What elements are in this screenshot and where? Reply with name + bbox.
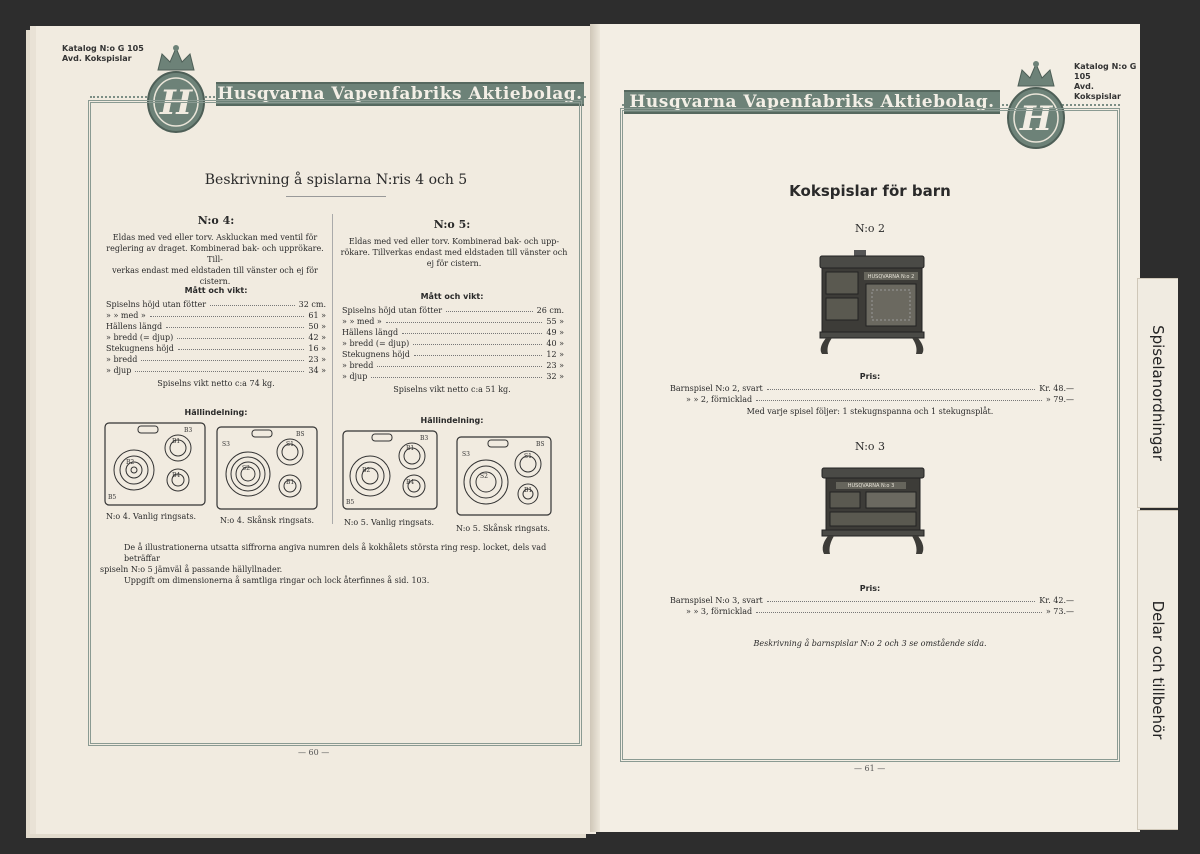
stove2-price-title: Pris: [859, 372, 881, 381]
no4-weight: Spiselns vikt netto c:a 74 kg. [157, 379, 275, 388]
no5-row: » djup 32 » [342, 372, 564, 381]
no5-row: » » med » 55 » [342, 317, 564, 326]
no4-row: » » med » 61 » [106, 311, 326, 320]
page-number: — 61 — [854, 764, 886, 773]
svg-text:B3: B3 [184, 427, 193, 434]
diagram-caption: N:o 5. Vanlig ringsats. [344, 518, 435, 527]
no5-row: Spiselns höjd utan fötter 26 cm. [342, 306, 564, 315]
svg-text:B3: B3 [420, 435, 429, 442]
no5-row: » bredd (= djup) 40 » [342, 339, 564, 348]
no5-weight: Spiselns vikt netto c:a 51 kg. [393, 385, 511, 394]
stove2-note: Med varje spisel följer: 1 stekugnspanna och 1 stekugnsplåt. [746, 407, 994, 416]
hob-diagram [216, 426, 318, 510]
no5-description: Eldas med ved eller torv. Kombinerad bak- och upp- rökare. Tillverkas endast med eldstaden till vänster och ej för cistern. [340, 237, 568, 268]
hob-diagram [342, 430, 438, 510]
svg-text:H: H [1019, 99, 1053, 139]
svg-text:HUSQVARNA N:o 2: HUSQVARNA N:o 2 [867, 274, 915, 280]
no4-row: » bredd 23 » [106, 355, 326, 364]
catalog-label: Katalog N:o G 105 Avd. Kokspislar [62, 44, 144, 63]
svg-text:BS: BS [536, 441, 545, 448]
left-page [36, 26, 596, 834]
hall-title-4: Hällindelning: [184, 408, 248, 417]
no4-measure-title: Mått och vikt: [184, 286, 248, 295]
footnote: De å illustrationerna utsatta siffrorna angiva numren dels å kokhålets största ring resp. locket, dels vad beträffar spiseln N:o 5 jämväl å passande hällyllnader. Uppgift om dimensionerna å samtliga ringar och lock återfinnes å sid. 103. [100, 543, 547, 585]
diagram-caption: N:o 5. Skånsk ringsats. [456, 524, 551, 533]
svg-text:S1: S1 [524, 453, 532, 460]
svg-text:B5: B5 [346, 499, 355, 506]
page-title: Kokspislar för barn [789, 182, 951, 200]
tab-spiselanordningar[interactable]: Spiselanordningar [1137, 278, 1178, 508]
no5-row: Hällens längd 49 » [342, 328, 564, 337]
company-banner: Husqvarna Vapenfabriks Aktiebolag. [217, 84, 583, 104]
page-frame [620, 108, 1120, 762]
svg-text:S3: S3 [222, 441, 230, 448]
diagram-caption: N:o 4. Skånsk ringsats. [220, 516, 315, 525]
svg-text:HUSQVARNA N:o 3: HUSQVARNA N:o 3 [847, 483, 895, 489]
svg-text:H: H [159, 83, 193, 123]
no5-row: Stekugnens höjd 12 » [342, 350, 564, 359]
price-row: » » 3, förnicklad » 73.— [686, 607, 1074, 616]
svg-text:B4: B4 [172, 472, 181, 479]
price-row: Barnspisel N:o 2, svart Kr. 48.— [670, 384, 1074, 393]
svg-text:S2: S2 [480, 473, 488, 480]
hob-diagram [104, 422, 206, 506]
no4-description: Eldas med ved eller torv. Askluckan med ventil för reglering av draget. Kombinerad bak- och upprökare. Till- verkas endast med eldstaden till vänster och ej för cistern. [106, 233, 324, 286]
company-banner: Husqvarna Vapenfabriks Aktiebolag. [624, 90, 1000, 114]
svg-text:B2: B2 [362, 467, 371, 474]
footer-note: Beskrivning å barnspislar N:o 2 och 3 se omstående sida. [753, 639, 987, 648]
stove-illustration [812, 246, 932, 356]
no5-heading: N:o 5: [433, 218, 471, 231]
svg-text:B1: B1 [524, 487, 533, 494]
page-number: — 60 — [298, 748, 330, 757]
svg-text:S2: S2 [242, 465, 250, 472]
no4-row: Hällens längd 50 » [106, 322, 326, 331]
catalog-label: Katalog N:o G 105 Avd. Kokspislar [1074, 62, 1137, 101]
svg-text:B5: B5 [108, 494, 117, 501]
stove3-heading: N:o 3 [854, 440, 886, 453]
no4-row: » bredd (= djup) 42 » [106, 333, 326, 342]
stove2-heading: N:o 2 [854, 222, 886, 235]
svg-text:BS: BS [296, 431, 305, 438]
right-page [600, 24, 1140, 832]
svg-text:B2: B2 [126, 459, 135, 466]
no4-row: Spiselns höjd utan fötter 32 cm. [106, 300, 326, 309]
no4-row: » djup 34 » [106, 366, 326, 375]
diagram-caption: N:o 4. Vanlig ringsats. [106, 512, 197, 521]
hall-title-5: Hällindelning: [420, 416, 484, 425]
svg-text:B1: B1 [286, 479, 295, 486]
svg-text:B1: B1 [172, 438, 181, 445]
svg-text:S3: S3 [462, 451, 470, 458]
tab-delar-och-tillbehor[interactable]: Delar och tillbehör [1137, 510, 1178, 830]
no5-row: » bredd 23 » [342, 361, 564, 370]
price-row: Barnspisel N:o 3, svart Kr. 42.— [670, 596, 1074, 605]
svg-text:B4: B4 [406, 479, 415, 486]
price-row: » » 2, förnicklad » 79.— [686, 395, 1074, 404]
no5-measure-title: Mått och vikt: [420, 292, 484, 301]
no4-row: Stekugnens höjd 16 » [106, 344, 326, 353]
stove3-price-title: Pris: [859, 584, 881, 593]
hob-diagram [456, 436, 552, 516]
title-rule [286, 196, 386, 197]
no4-heading: N:o 4: [197, 214, 235, 227]
svg-text:B1: B1 [406, 445, 415, 452]
page-title: Beskrivning å spislarna N:ris 4 och 5 [204, 172, 468, 188]
stove-illustration [816, 464, 930, 560]
column-divider [332, 214, 333, 524]
svg-text:S1: S1 [286, 441, 294, 448]
